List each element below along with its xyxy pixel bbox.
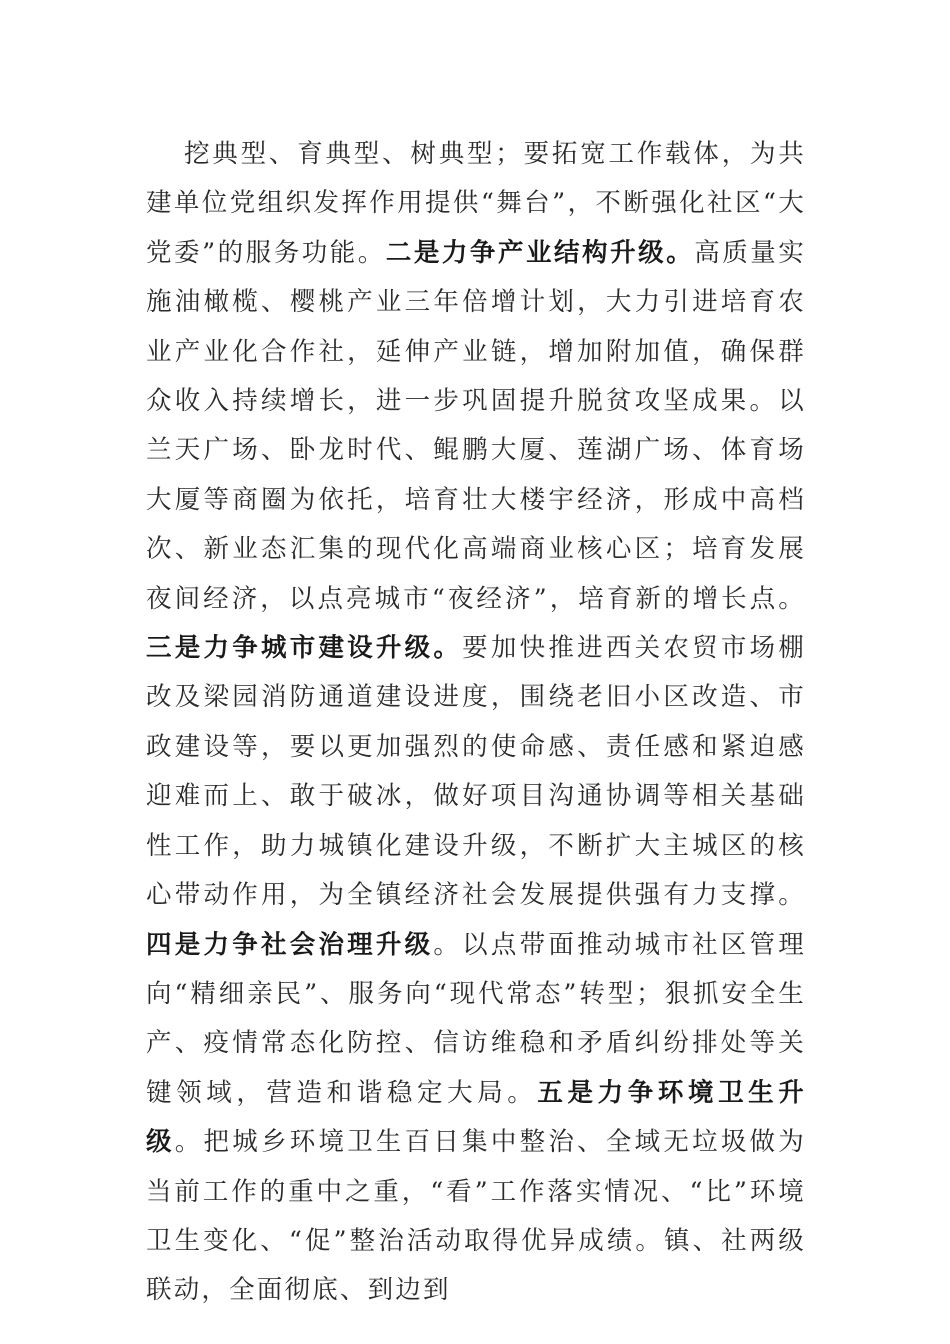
heading-run-environment-upgrade: 五是力争环境卫生升级: [146, 1077, 806, 1158]
text-run-3: 要加快推进西关农贸市场棚改及梁园消防通道建设进度，围绕老旧小区改造、市政建设等，要以更加强烈的使命感、责任感和紧迫感迎难而上、敢于破冰，做好项目沟通协调等相关基础性工作，助力城镇化建设升级，不断扩大主城区的核心带动作用，为全镇经济社会发展提供强有力支撑。: [146, 633, 807, 911]
text-run-5: 。把城乡环境卫生百日集中整治、全域无垃圾做为当前工作的重中之重，“看”工作落实情况、“比”环境卫生变化、“促”整治活动取得优异成绩。镇、社两级联动，全面彻底、到边到: [146, 1127, 807, 1306]
text-run-1: 挖典型、育典型、树典型；要拓宽工作载体，为共建单位党组织发挥作用提供“舞台”，不断强化社区“大党委”的服务功能。: [146, 139, 806, 268]
body-paragraph: [146, 130, 806, 1316]
text-run-4: 。以点带面推动城市社区管理向“精细亲民”、服务向“现代常态”转型；狠抓安全生产、疫情常态化防控、信访维稳和矛盾纠纷排处等关键领域，营造和谐稳定大局。: [146, 929, 806, 1108]
heading-run-social-governance-upgrade: 四是力争社会治理升级: [146, 929, 434, 960]
heading-run-city-construction-upgrade: 三是力争城市建设升级。: [146, 633, 463, 664]
heading-run-industry-upgrade: 二是力争产业结构升级。: [385, 237, 695, 268]
text-run-2: 高质量实施油橄榄、樱桃产业三年倍增计划，大力引进培育农业产业化合作社，延伸产业链，增加附加值，确保群众收入持续增长，进一步巩固提升脱贫攻坚成果。以兰天广场、卧龙时代、鲲鹏大厦、莲湖广场、体育场大厦等商圈为依托，培育壮大楼宇经济，形成中高档次、新业态汇集的现代化高端商业核心区；培育发展夜间经济，以点亮城市“夜经济”，培育新的增长点。: [146, 237, 806, 614]
